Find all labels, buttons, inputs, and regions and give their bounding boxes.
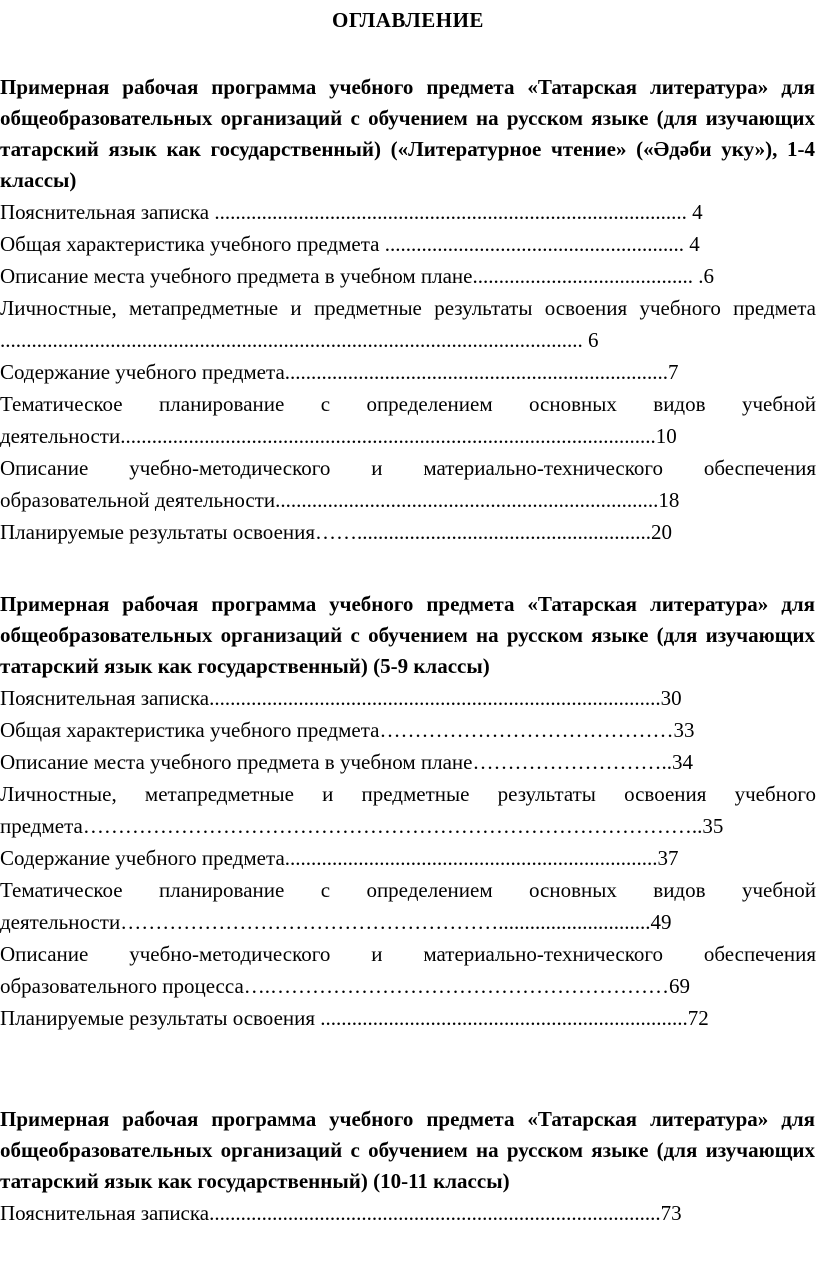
toc-entry[interactable]: Содержание учебного предмета.........................................................................7	[0, 360, 679, 384]
toc-section-2	[0, 589, 816, 1034]
toc-entry[interactable]: Описание учебно-методического и материально-технического обеспечения образовательной деятельности.........................................................................18	[0, 456, 816, 512]
toc-entry[interactable]: Описание учебно-методического и материально-технического обеспечения образовательного процесса….…………………………………………………69	[0, 942, 816, 998]
toc-entry[interactable]: Тематическое планирование с определением основных видов учебной деятельности......................................................................................................10	[0, 392, 816, 448]
toc-entry[interactable]: Пояснительная записка .......................................................................................... 4	[0, 200, 703, 224]
section-heading: Примерная рабочая программа учебного предмета «Татарская литература» для общеобразовательных организаций с обучением на русском языке (для изучающих татарский язык как государственный) (10-11 классы)	[0, 1107, 815, 1193]
toc-section-3	[0, 1104, 816, 1229]
toc-entry[interactable]: Пояснительная записка......................................................................................73	[0, 1201, 682, 1225]
toc-entry[interactable]: Личностные, метапредметные и предметные результаты освоения учебного предмета ............................................................................................................... 6	[0, 296, 816, 352]
toc-entry[interactable]: Общая характеристика учебного предмета ......................................................... 4	[0, 232, 700, 256]
section-heading: Примерная рабочая программа учебного предмета «Татарская литература» для общеобразовательных организаций с обучением на русском языке (для изучающих татарский язык как государственный) (5-9 классы)	[0, 592, 815, 678]
toc-entry[interactable]: Описание места учебного предмета в учебном плане.......................................... .6	[0, 264, 714, 288]
toc-section-1	[0, 72, 816, 548]
toc-entry[interactable]: Пояснительная записка......................................................................................30	[0, 686, 682, 710]
section-heading: Примерная рабочая программа учебного предмета «Татарская литература» для общеобразовательных организаций с обучением на русском языке (для изучающих татарский язык как государственный) («Литературное чтение» («Әдәби уку»), 1-4 классы)	[0, 75, 815, 192]
toc-entry[interactable]: Общая характеристика учебного предмета……………………………………33	[0, 718, 695, 742]
toc-entry[interactable]: Планируемые результаты освоения……........................................................20	[0, 520, 673, 544]
toc-entry[interactable]: Личностные, метапредметные и предметные результаты освоения учебного предмета……………………………………………………………………………..35	[0, 782, 816, 838]
toc-entry[interactable]: Тематическое планирование с определением основных видов учебной деятельности……………………………………………….............................49	[0, 878, 816, 934]
toc-entry[interactable]: Описание места учебного предмета в учебном плане………………………..34	[0, 750, 693, 774]
toc-entry[interactable]: Содержание учебного предмета.......................................................................37	[0, 846, 679, 870]
toc-title: ОГЛАВЛЕНИЕ	[332, 8, 484, 32]
toc-entry[interactable]: Планируемые результаты освоения ......................................................................72	[0, 1006, 709, 1030]
